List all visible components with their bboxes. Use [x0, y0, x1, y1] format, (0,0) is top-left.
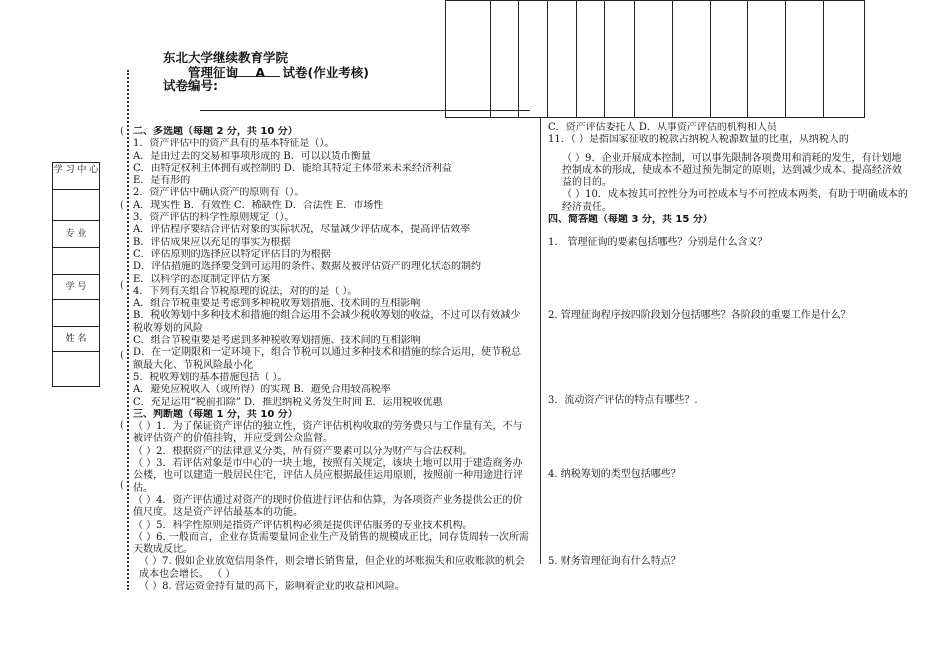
question-line: 3．资产评估的科学性原则规定（）。	[133, 212, 295, 224]
study-center-field[interactable]	[53, 190, 99, 221]
judgment-item: （ ）5．科学性原则是指资产评估机构必须是提供评估服务的专业技术机构。	[133, 519, 473, 531]
judgment-item: （ ）1．为了保证资产评估的独立性，资产评估机构收取的劳务费只与工作量有关，不与被评估资产的价值挂钩，并应受到公众监督。	[133, 421, 523, 445]
option-line: A．组合节税重要是考虑到多种税收筹划措施、技术间的互相影响	[133, 298, 421, 310]
judgment-item: （ ）10．成本按其可控性分为可控成本与不可控成本两类，有助于明确成本的经济责任。	[562, 189, 908, 213]
option-line: C．评估原则的选择应以特定评估目的为根据	[133, 248, 331, 260]
name-field[interactable]	[53, 352, 99, 386]
student-id-label: 学 号	[53, 275, 99, 300]
question-line: 2．资产评估中确认资产的原则有（）。	[133, 187, 305, 199]
column-divider	[540, 118, 541, 564]
binding-mark: (	[120, 200, 124, 211]
section-heading-true-false: 三、判断题（每题 1 分，共 10 分）	[133, 408, 298, 420]
judgment-item: （ ）2．根据资产的法律意义分类，所有资产要素可以分为财产与合法权利。	[133, 445, 473, 457]
question-line: 1．资产评估中的资产具有的基本特征是（）。	[133, 138, 335, 150]
judgment-item: （ ）7. 假如企业放宽信用条件，则会增长销售量，但企业的坏账损失和应收账款的机会成本也会增长。 （ ）	[139, 556, 525, 580]
study-center-label: 学 习 中 心	[53, 163, 99, 190]
course-title: 管理征询 A 试卷(作业考核)	[188, 65, 369, 80]
option-line: D．评估措施的选择要受到可运用的条件、数据及被评估资产的理化状态的制约	[133, 261, 482, 273]
option-line: E．是有形的	[133, 175, 191, 187]
binding-line	[127, 70, 130, 590]
option-line: E．以科学的态度制定评估方案	[133, 273, 271, 285]
course-underline	[228, 76, 280, 77]
question-line: 4．下列有关组合节税原理的说法，对的的是（ ）。	[133, 285, 358, 297]
option-line: A．避免应税收入（或所得）的实现 B．避免合用较高税率	[133, 384, 391, 396]
judgment-item: （ ）9．企业开展成本控制，可以事先限制各项费用和消耗的发生，有计划地控制成本的形成，使成本不超过预先制定的原则，达到减少成本、提高经济效益的目的。	[562, 152, 902, 189]
score-table	[445, 0, 865, 118]
option-line: C．由特定权利主体拥有或控制的 D．能给其特定主体带来未来经济利益	[133, 162, 452, 174]
right-column	[548, 122, 910, 226]
binding-mark: (	[120, 350, 124, 361]
option-line: A．现实性 B．有效性 C．稀缺性 D．合法性 E．市场性	[133, 199, 384, 211]
option-line: B．税收筹划中多种技术和措施的组合运用不会减少税收筹划的收益，不过可以有效减少税收筹划的风险	[133, 310, 521, 334]
question-line: 11．（ ）是指国家征收的税款占纳税人税源数量的比重，从纳税人的	[548, 134, 849, 146]
judgment-item: （ ）6. 一般而言，企业存货需要量同企业生产及销售的规模成正比，同存货周转一次所需天数成反比。	[133, 531, 529, 556]
short-answer-question: 2. 管理征询程序按四阶段划分包括哪些？各阶段的重要工作是什么？	[548, 310, 851, 321]
binding-mark: (	[120, 280, 124, 291]
binding-mark: (	[120, 480, 124, 491]
option-line: C．资产评估委托人 D．从事资产评估的机构和人员	[548, 122, 777, 133]
option-line: B．评估成果应以充足的事实为根据	[133, 236, 291, 248]
short-answer-question: 4. 纳税筹划的类型包括哪些？	[548, 469, 681, 480]
short-answer-question: 3．流动资产评估的特点有哪些？.	[548, 395, 698, 406]
option-line: A．评估程序要结合评估对象的实际状况，尽量减少评估成本，提高评估效率	[133, 224, 471, 236]
judgment-item: （ ）8. 营运资金持有量的高下，影响着企业的收益和风险。	[139, 580, 405, 592]
exam-number-line	[200, 110, 530, 111]
left-column	[133, 126, 529, 593]
option-line: C．组合节税重要是考虑到多种税收筹划措施、技术间的互相影响	[133, 335, 421, 347]
school-name: 东北大学继续教育学院	[163, 50, 289, 65]
option-line: A．是由过去的交易和事项形成的 B．可以以货币衡量	[133, 150, 371, 162]
exam-number-label: 试卷编号:	[163, 78, 218, 93]
header-rule	[530, 117, 865, 118]
judgment-item: （ ）4．资产评估通过对资产的现时价值进行评估和估算，为各项资产业务提供公正的价值尺度。这是资产评估最基本的功能。	[133, 494, 523, 519]
binding-mark: (	[120, 126, 124, 137]
option-line: D．在一定期限和一定环境下，组合节税可以通过多种技术和措施的综合运用，使节税总额最大化、节税风险最小化	[133, 347, 522, 371]
option-line: C．充足运用“税前扣除” D．推迟纳税义务发生时间 E．运用税收优惠	[133, 396, 443, 408]
name-label: 姓 名	[53, 327, 99, 352]
section-heading-multiple-choice: 二、多选题（每题 2 分，共 10 分）	[133, 126, 298, 137]
short-answer-question: 1． 管理征询的要素包括哪些？分别是什么含义？	[548, 237, 768, 248]
question-line: 5．税收筹划的基本措施包括（ ）。	[133, 371, 288, 383]
major-label: 专 业	[53, 221, 99, 248]
judgment-item: （ ）3．若评估对象是市中心的一块土地，按照有关规定，该块土地可以用于建造商务办公楼，也可以建造一般居民住宅，评估人员应根据最佳运用原则，按照前一种用途进行评估。	[133, 458, 523, 494]
student-id-field[interactable]	[53, 300, 99, 327]
section-heading-short-answer: 四、简答题（每题 3 分，共 15 分）	[548, 214, 713, 226]
student-info-box	[52, 162, 100, 387]
major-field[interactable]	[53, 248, 99, 275]
short-answer-question: 5. 财务管理征询有什么特点？	[548, 556, 681, 567]
binding-mark: (	[120, 420, 124, 431]
